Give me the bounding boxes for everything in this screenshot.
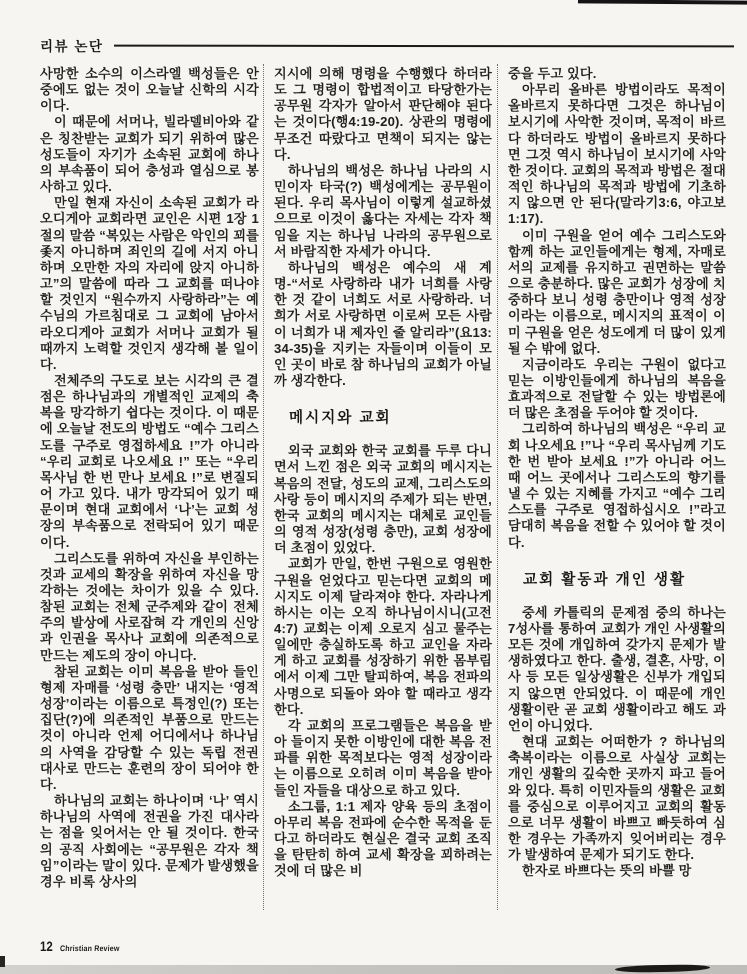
scan-mark-left	[0, 956, 5, 967]
body-paragraph: 지금이라도 우리는 구원이 없다고 믿는 이방인들에게 하나님의 복음을 효과적으로 전달할 수 있는 방법론에 더 많은 초점을 두어야 할 것이다.	[508, 356, 726, 421]
body-paragraph: 중세 카톨릭의 문제점 중의 하나는 7성사를 통하여 교회가 개인 사생활의 모든 것에 개입하여 갖가지 문제가 발생하였다고 한다. 출생, 결혼, 사망, 이사 등 모든 일상생활은 신부가 개입되지 않으면 안되었다. 이 때문에 개인 생활이란 곧 교회 생활이라고 해도 과언이 아니었다.	[508, 604, 726, 733]
body-paragraph: 사망한 소수의 이스라엘 백성들은 안중에도 없는 것이 오늘날 신학의 시각이다.	[40, 66, 259, 114]
body-paragraph: 만일 현재 자신이 소속된 교회가 라오디게아 교회라면 교인은 시편 1장 1절의 말씀 “복있는 사람은 악인의 꾀를 좇지 아니하며 죄인의 길에 서지 아니하며 오만한 자의 자리에 앉지 아니하고”의 말씀에 따라 그 교회를 떠나야 할 것인지 “원수까지 사랑하라”는 예수님의 가르침대로 그 교회에 남아서 라오디게아 교회가 서머나 교회가 될 때까지 노력할 것인지 생각해 볼 일이다.	[40, 195, 259, 372]
body-paragraph: 각 교회의 프로그램들은 복음을 받아 들이지 못한 이방인에 대한 복음 전파를 위한 목적보다는 영적 성장이라는 이름으로 오히려 이미 복음을 받아 들인 자들을 대상으로 하고 있다.	[274, 717, 492, 798]
body-paragraph: 그리하여 하나님의 백성은 “우리 교회 나오세요 !”나 “우리 목사님께 기도 한 번 받아 보세요 !”가 아니라 어느 때 어느 곳에서나 그리스도의 향기를 낼 수 있는 지혜를 가지고 “예수 그리스도를 구주로 영접하십시오 !”라고 담대히 복음을 전할 수 있어야 할 것이다.	[508, 421, 726, 550]
body-paragraph: 그리스도를 위하여 자신을 부인하는 것과 교세의 확장을 위하여 자신을 망각하는 것에는 차이가 있을 수 있다. 참된 교회는 전체 군주제와 같이 전체주의 발상에 사로잡혀 각 개인의 신앙과 인권을 목사나 교회에 의존적으로 만드는 제도의 장이 아니다.	[40, 550, 259, 663]
body-paragraph: 하나님의 백성은 하나님 나라의 시민이자 타국(?) 백성에게는 공무원이 된다. 우리 목사님이 이렇게 설교하셨으므로 이것이 옳다는 자세는 각자 책임을 지는 하나님 나라의 공무원으로서 바람직한 자세가 아니다.	[274, 162, 492, 259]
body-paragraph: 중을 두고 있다.	[508, 66, 597, 81]
page-number: 12	[40, 938, 53, 954]
section-heading: 교회 활동과 개인 생활	[523, 571, 687, 588]
body-paragraph: 교회가 만일, 한번 구원으로 영원한 구원을 얻었다고 믿는다면 교회의 메시지도 이제 달라져야 한다. 자라나게 하시는 이는 오직 하나님이시니(고전4:7) 교회는 이제 오로지 심고 물주는 일에만 충실하도록 하고 교인을 자라게 하고 교회를 성장하기 위한 몸부림에서 이제 그만 탈피하여, 복음 전파의 사명으로 되돌아 와야 할 때라고 생각한다.	[274, 556, 492, 717]
article-column-3	[508, 66, 726, 938]
body-paragraph: 이미 구원을 얻어 예수 그리스도와 함께 하는 교인들에게는 형제, 자매로서의 교제를 유지하고 권면하는 말씀으로 충분하다. 많은 교회가 성장에 치중하다 보니 성령 충만이나 영적 성장이라는 이름으로, 메시지의 표적이 이미 구원을 얻은 성도에게 더 많이 있게 될 수 밖에 없다.	[508, 227, 726, 356]
body-paragraph: 하나님의 백성은 예수의 새 계명-“서로 사랑하라 내가 너희를 사랑한 것 같이 너희도 서로 사랑하라. 너희가 서로 사랑하면 이로써 모든 사람이 너희가 내 제자인 줄 알리라”(요13:34-35)을 지키는 자들이며 이들이 모인 곳이 바로 참 하나님의 교회가 아닐까 생각한다.	[274, 259, 492, 388]
article-column-1	[40, 66, 259, 938]
header-rule	[114, 45, 734, 48]
body-paragraph: 참된 교회는 이미 복음을 받아 들인 형제 자매를 ‘성령 충만’ 내지는 ‘영적 성장’이라는 이름으로 특정인(?) 또는 집단(?)에 의존적인 부품으로 만드는 것이 아니라 언제 어디에서나 하나님의 사역을 감당할 수 있는 독립 전권 대사로 만드는 훈련의 장이 되어야 한다.	[40, 663, 259, 792]
body-paragraph: 한자로 바쁘다는 뜻의 바쁠 망	[522, 863, 692, 879]
scan-edge-top	[578, 0, 747, 5]
body-paragraph: 아무리 올바른 방법이라도 목적이 올바르지 못하다면 그것은 하나님이 보시기에 사악한 것이며, 목적이 바르다 하더라도 방법이 올바르지 못하다면 그것 역시 하나님이 보시기에 사악한 것이다. 교회의 목적과 방법은 절대적인 하나님의 목적과 방법에 기초하지 않으면 안 된다(말라기3:6, 야고보1:17).	[508, 82, 726, 227]
body-paragraph: 지시에 의해 명령을 수행했다 하더라도 그 명령이 합법적이고 타당한가는 공무원 각자가 알아서 판단해야 된다는 것이다(행4:19-20). 상관의 명령에 무조건 따랐다고 면책이 되지는 않는다.	[274, 66, 492, 162]
article-column-2	[274, 66, 492, 938]
body-paragraph: 전체주의 구도로 보는 시각의 큰 결점은 하나님과의 개별적인 교제의 축복을 망각하기 쉽다는 것이다. 이 때문에 오늘날 전도의 방법도 “예수 그리스도를 구주로 영접하세요 !”가 아니라 “우리 교회로 나오세요 !” 또는 “우리 목사님 한 번 만나 보세요 !”로 변질되어 가고 있다. 내가 망각되어 있기 때문이며 현대 교회에서 ‘나’는 교회 성장의 부속품으로 전락되어 있기 때문이다.	[40, 372, 259, 550]
journal-title: Christian Review	[59, 944, 120, 953]
column-separator-1	[263, 64, 264, 910]
page-folio	[40, 938, 127, 954]
body-paragraph: 하나님의 교회는 하나이며 ‘나’ 역시 하나님의 사역에 전권을 가진 대사라는 점을 잊어서는 안 될 것이다. 한국의 공직 사회에는 “공무원은 각자 책임”이라는 말이 있다. 문제가 발생했을 경우 비록 상사의	[40, 793, 259, 889]
section-heading: 메시지와 교회	[289, 410, 392, 427]
body-paragraph: 외국 교회와 한국 교회를 두루 다니면서 느낀 점은 외국 교회의 메시지는 복음의 전달, 성도의 교제, 그리스도의 사랑 등이 메시지의 주제가 되는 반면, 한국 교회의 메시지는 대체로 교인들의 영적 성장(성령 충만), 교회 성장에 더 초점이 있었다.	[274, 443, 492, 556]
body-paragraph: 현대 교회는 어떠한가 ? 하나님의 축복이라는 이름으로 사실상 교회는 개인 생활의 깊숙한 곳까지 파고 들어 와 있다. 특히 이민자들의 생활은 교회를 중심으로 이루어지고 교회의 활동으로 너무 생활이 바쁘고 빠듯하여 심한 경우는 가족까지 잊어버리는 경우가 발생하여 문제가 되기도 한다.	[508, 734, 726, 863]
section-kicker: 리뷰 논단	[40, 39, 104, 54]
body-paragraph: 이 때문에 서머나, 빌라델비아와 같은 칭찬받는 교회가 되기 위하여 많은 성도들이 자기가 소속된 교회에 하나의 부속품이 되어 충성과 열심으로 봉사하고 있다.	[40, 114, 259, 195]
column-separator-2	[497, 64, 498, 910]
body-paragraph: 소그룹, 1:1 제자 양육 등의 초점이 아무리 복음 전파에 순수한 목적을 둔다고 하더라도 현실은 결국 교회 조직을 탄탄히 하여 교세 확장을 꾀하려는 것에 더 많은 비	[274, 798, 492, 879]
